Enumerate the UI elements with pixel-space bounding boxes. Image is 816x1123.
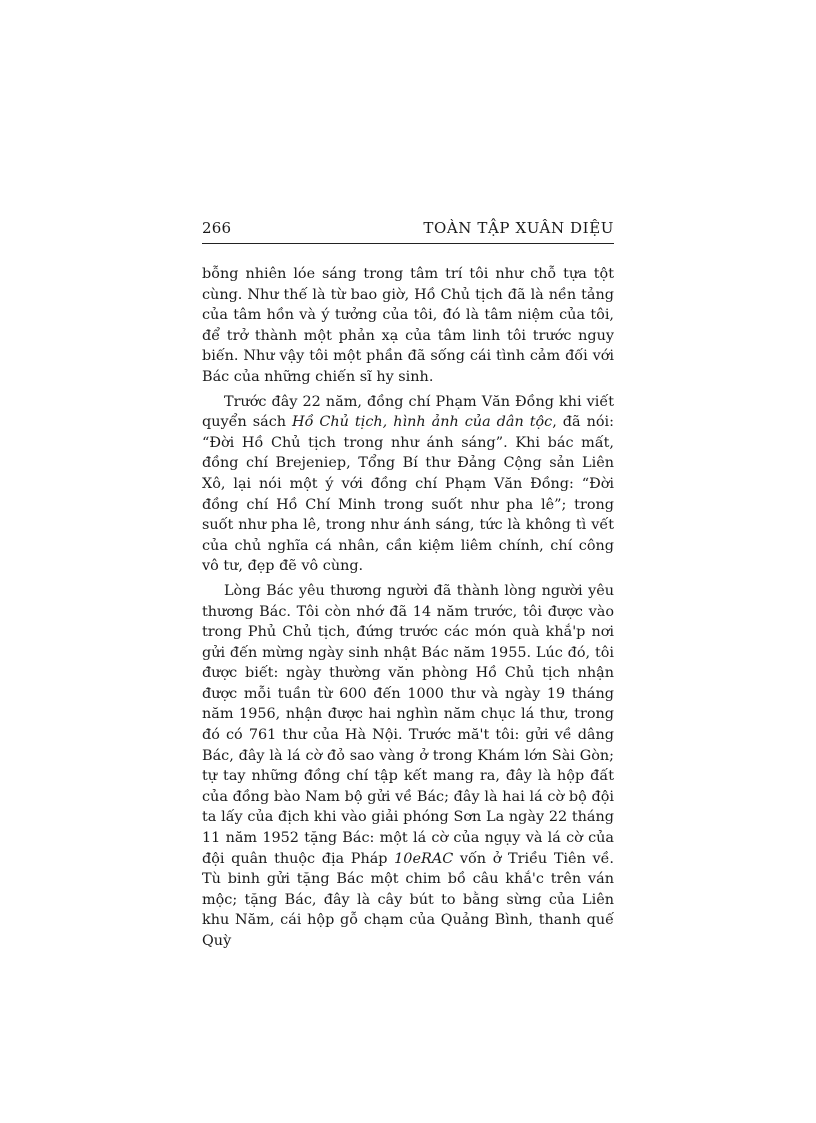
paragraph-1 [202, 264, 614, 388]
body-text [202, 264, 614, 952]
paragraph-3-text-b: vốn ở Triều Tiên về. Tù binh gửi tặng Bác một chim bồ câu khắ'c trên ván mộc; tặng Bác, đây là cây bút to bằng sừng của Liên khu Năm, cái hộp gỗ chạm của Quảng Bình, thanh quế Quỳ [202, 850, 615, 949]
running-title: TOÀN TẬP XUÂN DIỆU [423, 219, 614, 237]
paragraph-2-text-b: , đã nói: “Đời Hồ Chủ tịch trong như ánh sáng”. Khi bác mất, đồng chí Brejeniep, Tổng Bí thư Đảng Cộng sản Liên Xô, lại nói một ý với đồng chí Phạm Văn Đồng: “Đời đồng chí Hồ Chí Minh trong suốt như pha lê”; trong suốt như pha lê, trong như ánh sáng, tức là không tì vết của chủ nghĩa cá nhân, cần kiệm liêm chính, chí công vô tư, đẹp đẽ vô cùng. [202, 414, 614, 575]
paragraph-2-text-a: Trước đây 22 năm, đồng chí Phạm Văn Đồng khi viết quyển sách [202, 393, 614, 431]
paragraph-2 [202, 392, 614, 577]
paragraph-1-text: bỗng nhiên lóe sáng trong tâm trí tôi như chỗ tựa tột cùng. Như thế là từ bao giờ, Hồ Chủ tịch đã là nền tảng của tâm hồn và ý tưởng của tôi, đó là tâm niệm của tôi, để trở thành một phản xạ của tâm linh tôi trước nguy biến. Như vậy tôi một phần đã sống cái tình cảm đối với Bác của những chiến sĩ hy sinh. [202, 266, 614, 385]
paragraph-3 [202, 581, 614, 952]
book-page [202, 219, 614, 956]
paragraph-3-text-a: Lòng Bác yêu thương người đã thành lòng người yêu thương Bác. Tôi còn nhớ đã 14 năm trước, tôi được vào trong Phủ Chủ tịch, đứng trước các món quà khắ'p nơi gửi đến mừng ngày sinh nhật Bác năm 1955. Lúc đó, tôi được biết: ngày thường văn phòng Hồ Chủ tịch nhận được mỗi tuần từ 600 đến 1000 thư và ngày 19 tháng năm 1956, nhận được hai nghìn năm chục lá thư, trong đó có 761 thư của Hà Nội. Trước mă't tôi: gửi về dâng Bác, đây là lá cờ đỏ sao vàng ở trong Khám lớn Sài Gòn; tự tay những đồng chí tập kết mang ra, đây là hộp đất của đồng bào Nam bộ gửi về Bác; đây là hai lá cờ bộ đội ta lấy của địch khi vào giải phóng Sơn La ngày 22 tháng 11 năm 1952 tặng Bác: một lá cờ của ngụy và lá cờ của đội quân thuộc địa Pháp [202, 582, 614, 867]
running-header [202, 219, 614, 244]
book-title-italic: Hồ Chủ tịch, hình ảnh của dân tộc [292, 414, 553, 431]
regiment-name-italic: 10eRAC [394, 850, 454, 867]
page-number: 266 [202, 219, 232, 237]
